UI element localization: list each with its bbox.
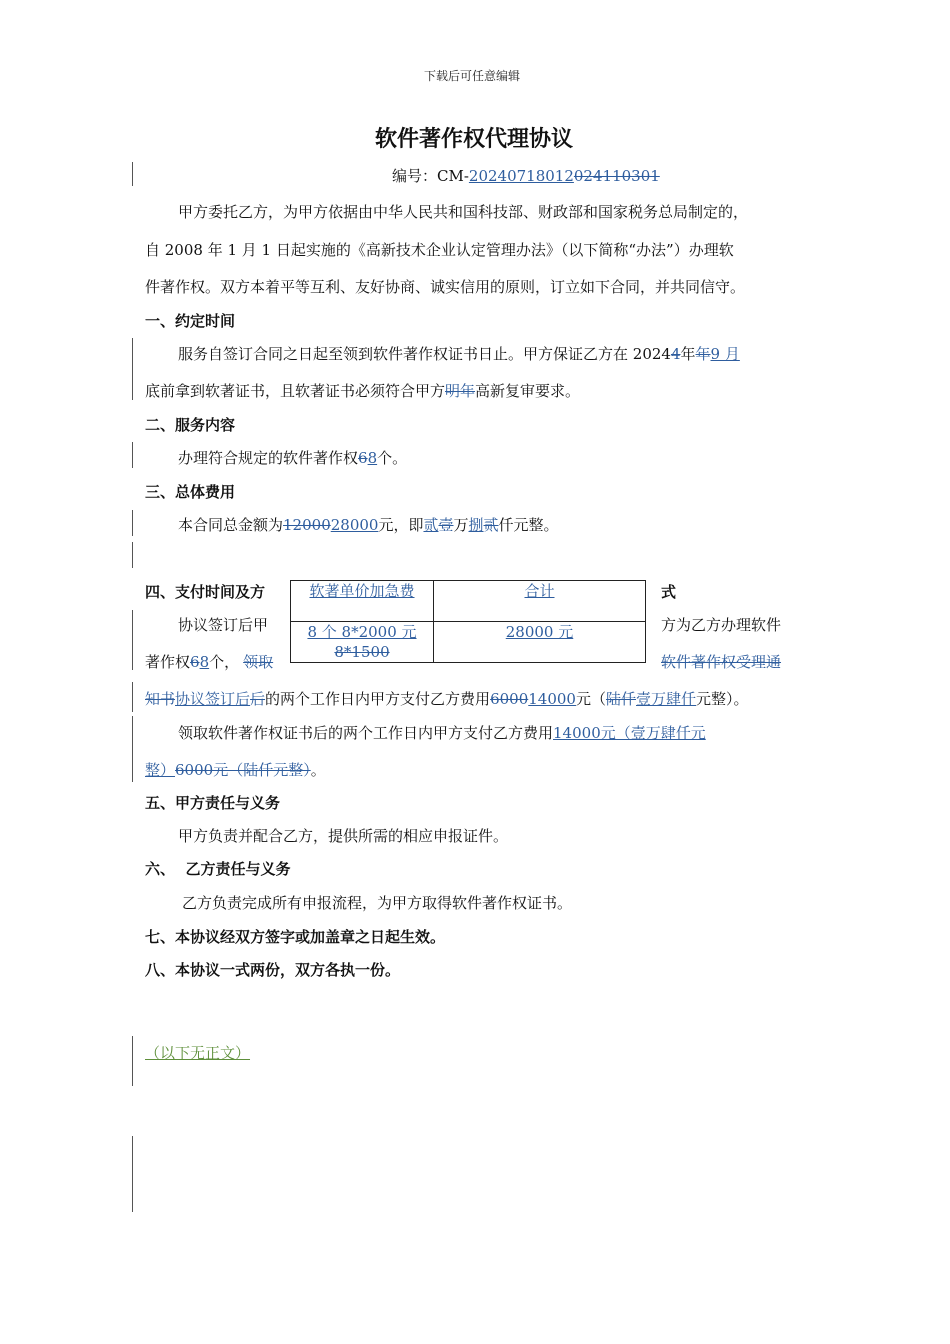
header-note: 下载后可任意编辑 xyxy=(424,69,521,83)
section-6-heading: 六、 乙方责任与义务 xyxy=(145,860,291,878)
document-title: 软件著作权代理协议 xyxy=(375,126,574,152)
section-1-line-1: 服务自签订合同之日起至领到软件著作权证书日止。甲方保证乙方在 20244年年9 月 xyxy=(178,345,740,363)
revision-bar xyxy=(132,716,133,782)
section-4-p3: 知书协议签订后后的两个工作日内甲方支付乙方费用600014000元（陆仟壹万肆仟元整）。 xyxy=(145,690,749,708)
table-cell-total: 28000 元 xyxy=(505,623,574,641)
section-1-heading: 一、约定时间 xyxy=(145,312,236,330)
revision-bar xyxy=(132,542,133,568)
section-4-p1-left: 协议签订后甲 xyxy=(178,616,269,634)
section-7: 七、本协议经双方签字或加盖章之日起生效。 xyxy=(145,928,446,946)
table-cell-unit-price: 8 个 8*2000 元 xyxy=(307,623,417,641)
end-note: （以下无正文） xyxy=(145,1044,251,1062)
intro-line-3: 件著作权。双方本着平等互利、友好协商、诚实信用的原则，订立如下合同，并共同信守。 xyxy=(145,278,746,296)
revision-bar xyxy=(132,682,133,712)
table-header-unit-price: 软著单价加急费 xyxy=(309,582,415,600)
section-1-line-2: 底前拿到软著证书，且软著证书必须符合甲方明年高新复审要求。 xyxy=(145,382,581,400)
number-label: 编号：CM- xyxy=(392,167,469,185)
section-4-p2-right: 软件著作权受理通 xyxy=(661,653,782,671)
revision-bar xyxy=(132,162,133,186)
number-deleted: 024110301 xyxy=(573,167,660,185)
section-6-text: 乙方负责完成所有申报流程，为甲方取得软件著作权证书。 xyxy=(182,894,573,912)
intro-line-1: 甲方委托乙方，为甲方依据由中华人民共和国科技部、财政部和国家税务总局制定的， xyxy=(178,203,749,221)
section-4-heading-right: 式 xyxy=(661,583,677,601)
revision-bar xyxy=(132,442,133,468)
section-8: 八、本协议一式两份，双方各执一份。 xyxy=(145,961,401,979)
revision-bar xyxy=(132,510,133,536)
section-5-heading: 五、甲方责任与义务 xyxy=(145,794,281,812)
fee-table xyxy=(290,580,646,663)
intro-line-2: 自 2008 年 1 月 1 日起实施的《高新技术企业认定管理办法》（以下简称“办法”）办理软 xyxy=(145,241,734,259)
revision-bar xyxy=(132,1036,133,1086)
section-4-p1-right: 方为乙方办理软件 xyxy=(661,616,782,634)
revision-bar xyxy=(132,1136,133,1212)
table-cell-unit-price-deleted: 8*1500 xyxy=(334,643,390,661)
section-2-text: 办理符合规定的软件著作权68个。 xyxy=(178,449,408,467)
section-3-heading: 三、总体费用 xyxy=(145,483,236,501)
section-4-heading-left: 四、支付时间及方 xyxy=(145,583,266,601)
table-header-total: 合计 xyxy=(524,582,555,600)
section-4-p2-left: 著作权68个， 领取 xyxy=(145,653,274,671)
contract-number xyxy=(392,165,660,186)
section-2-heading: 二、服务内容 xyxy=(145,416,236,434)
revision-bar xyxy=(132,338,133,400)
section-4-p4: 领取软件著作权证书后的两个工作日内甲方支付乙方费用14000元（壹万肆仟元 xyxy=(178,724,706,742)
number-inserted: 20240718012 xyxy=(468,167,574,185)
section-4-p5: 整）6000元（陆仟元整）。 xyxy=(145,761,326,779)
revision-bar xyxy=(132,610,133,670)
section-3-text: 本合同总金额为1200028000元，即贰壹万捌贰仟元整。 xyxy=(178,516,559,534)
section-5-text: 甲方负责并配合乙方，提供所需的相应申报证件。 xyxy=(178,827,509,845)
